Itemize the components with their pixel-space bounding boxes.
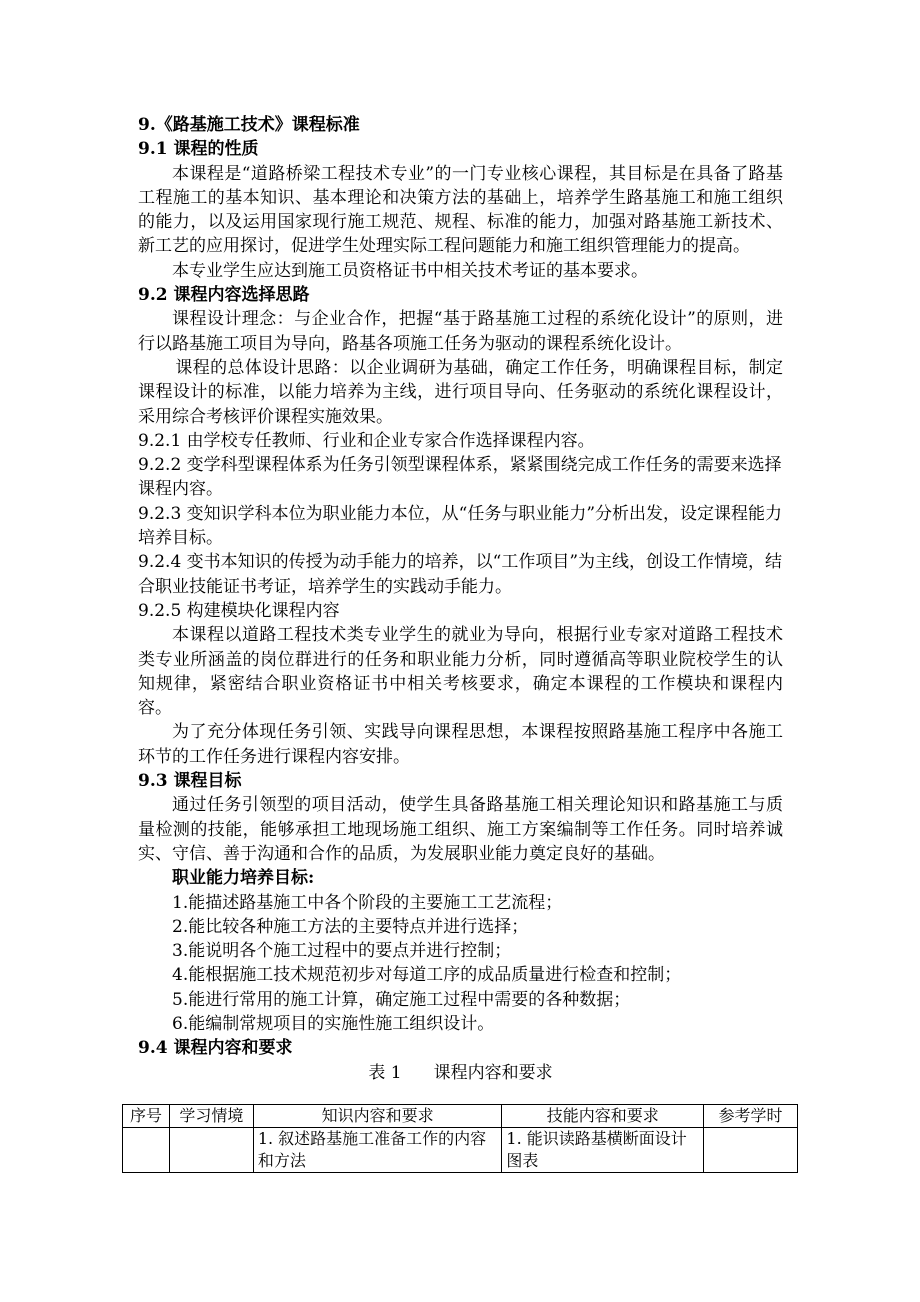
header-knowledge: 知识内容和要求 bbox=[253, 1105, 502, 1128]
section-9-3-paragraph-1: 通过任务引领型的项目活动，使学生具备路基施工相关理论知识和路基施工与质量检测的技能，能够承担工地现场施工组织、施工方案编制等工作任务。同时培养诚实、守信、善于沟通和合作的品质，为发展职业能力奠定良好的基础。 bbox=[138, 795, 783, 864]
table-caption bbox=[138, 1061, 783, 1085]
course-content-table bbox=[122, 1104, 798, 1173]
section-9-2-3: 9.2.3 变知识学科本位为职业能力本位，从“任务与职业能力”分析出发，设定课程能力培养目标。 bbox=[138, 503, 783, 549]
section-9-3-heading: 9.3 课程目标 bbox=[138, 771, 242, 792]
section-9-2-paragraph-2: 课程的总体设计思路：以企业调研为基础，确定工作任务，明确课程目标，制定课程设计的标准，以能力培养为主线，进行项目导向、任务驱动的系统化课程设计，采用综合考核评价课程实施效果。 bbox=[138, 357, 783, 427]
table-header-row bbox=[123, 1105, 798, 1128]
goal-item: 4.能根据施工技术规范初步对每道工序的成品质量进行检查和控制； bbox=[172, 965, 682, 986]
section-9-2-4: 9.2.4 变书本知识的传授为动手能力的培养，以“工作项目”为主线，创设工作情境，结合职业技能证书考证，培养学生的实践动手能力。 bbox=[138, 552, 783, 597]
section-9-2-heading: 9.2 课程内容选择思路 bbox=[138, 285, 310, 306]
cell-learning-situation bbox=[169, 1128, 253, 1173]
section-9-1-paragraph-2: 本专业学生应达到施工员资格证书中相关技术考证的基本要求。 bbox=[172, 260, 648, 281]
section-9-2-paragraph-1: 课程设计理念：与企业合作，把握“基于路基施工过程的系统化设计”的原则，进行以路基施工项目为导向，路基各项施工任务为驱动的课程系统化设计。 bbox=[138, 309, 783, 354]
goal-item: 2.能比较各种施工方法的主要特点并进行选择； bbox=[172, 916, 529, 937]
section-9-2-1: 9.2.1 由学校专任教师、行业和企业专家合作选择课程内容。 bbox=[138, 430, 595, 451]
section-9-2-5: 9.2.5 构建模块化课程内容 bbox=[138, 600, 340, 621]
cell-index bbox=[123, 1128, 170, 1173]
table-caption-number: 表 1 bbox=[368, 1062, 402, 1083]
goal-item: 5.能进行常用的施工计算，确定施工过程中需要的各种数据； bbox=[172, 989, 631, 1010]
table-row bbox=[123, 1128, 798, 1173]
section-9-2-paragraph-3: 本课程以道路工程技术类专业学生的就业为导向，根据行业专家对道路工程技术类专业所涵盖的岗位群进行的任务和职业能力分析，同时遵循高等职业院校学生的认知规律，紧密结合职业资格证书中相关考核要求，确定本课程的工作模块和课程内容。 bbox=[138, 625, 783, 719]
section-9-2-2: 9.2.2 变学科型课程体系为任务引领型课程体系，紧紧围绕完成工作任务的需要来选择课程内容。 bbox=[138, 455, 782, 500]
header-hours: 参考学时 bbox=[704, 1105, 798, 1128]
section-9-2-paragraph-4: 为了充分体现任务引领、实践导向课程思想，本课程按照路基施工程序中各施工环节的工作任务进行课程内容安排。 bbox=[138, 722, 783, 767]
table-caption-title: 课程内容和要求 bbox=[433, 1062, 553, 1083]
cell-knowledge: 1. 叙述路基施工准备工作的内容和方法 bbox=[253, 1128, 502, 1173]
document-page bbox=[138, 113, 783, 1085]
section-9-1-heading: 9.1 课程的性质 bbox=[138, 139, 259, 160]
cell-skills: 1. 能识读路基横断面设计图表 bbox=[502, 1128, 704, 1173]
goal-item: 6.能编制常规项目的实施性施工组织设计。 bbox=[172, 1013, 495, 1034]
goal-item: 1.能描述路基施工中各个阶段的主要施工工艺流程； bbox=[172, 892, 563, 913]
goal-item: 3.能说明各个施工过程中的要点并进行控制； bbox=[172, 941, 512, 962]
ability-goals-subheading: 职业能力培养目标: bbox=[172, 868, 315, 889]
header-index: 序号 bbox=[123, 1105, 170, 1128]
document-title: 9.《路基施工技术》课程标准 bbox=[138, 115, 360, 135]
cell-hours bbox=[704, 1128, 798, 1173]
section-9-1-paragraph-1: 本课程是“道路桥梁工程技术专业”的一门专业核心课程，其目标是在具备了路基工程施工的基本知识、基本理论和决策方法的基础上，培养学生路基施工和施工组织的能力，以及运用国家现行施工规范、规程、标准的能力，加强对路基施工新技术、新工艺的应用探讨，促进学生处理实际工程问题能力和施工组织管理能力的提高。 bbox=[138, 163, 783, 257]
section-9-4-heading: 9.4 课程内容和要求 bbox=[138, 1038, 293, 1059]
header-skills: 技能内容和要求 bbox=[502, 1105, 704, 1128]
header-learning-situation: 学习情境 bbox=[169, 1105, 253, 1128]
